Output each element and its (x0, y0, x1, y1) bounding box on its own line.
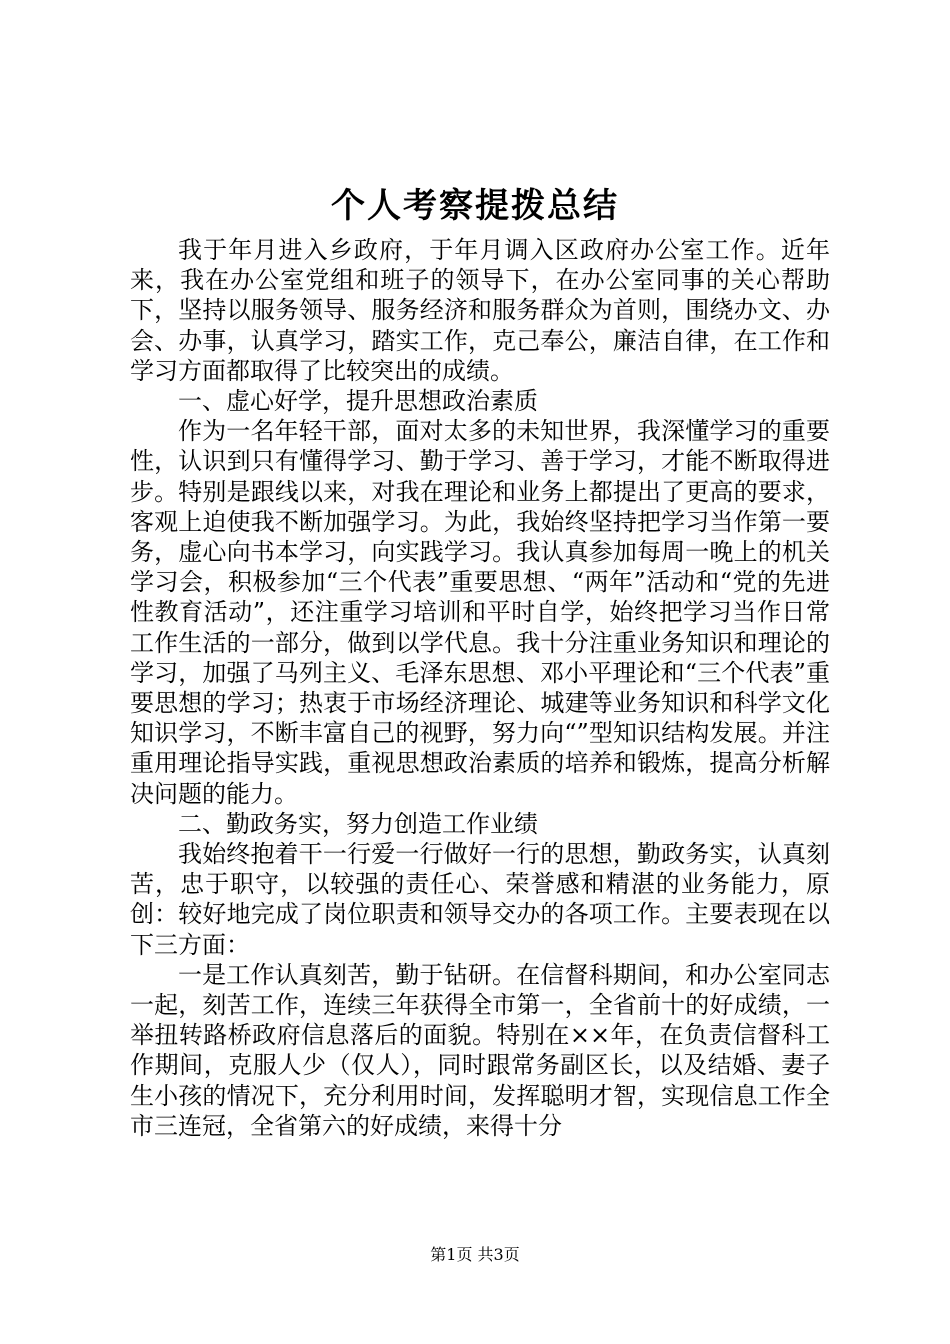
paragraph-intro: 我于年月进入乡政府，于年月调入区政府办公室工作。近年来，我在办公室党组和班子的领导下，在办公室同事的关心帮助下，坚持以服务领导、服务经济和服务群众为首则，围绕办文、办会、办事，认真学习，踏实工作，克己奉公，廉洁自律，在工作和学习方面都取得了比较突出的成绩。 (130, 236, 830, 385)
section-heading-1: 一、虚心好学，提升思想政治素质 (178, 387, 538, 416)
paragraph-point-one: 一是工作认真刻苦，勤于钻研。在信督科期间，和办公室同志一起，刻苦工作，连续三年获得全市第一，全省前十的好成绩，一举扭转路桥政府信息落后的面貌。特别在××年，在负责信督科工作期间，克服人少（仅人），同时跟常务副区长，以及结婚、妻子生小孩的情况下，充分利用时间，发挥聪明才智，实现信息工作全市三连冠，全省第六的好成绩，来得十分 (130, 960, 830, 1140)
document-body (130, 235, 830, 1141)
paragraph-work: 我始终抱着干一行爱一行做好一行的思想，勤政务实，认真刻苦，忠于职守，以较强的责任心、荣誉感和精湛的业务能力，原创：较好地完成了岗位职责和领导交办的各项工作。主要表现在以下三方面： (130, 840, 830, 959)
section-heading-2: 二、勤政务实，努力创造工作业绩 (178, 809, 538, 838)
document-title: 个人考察提拨总结 (331, 186, 619, 226)
paragraph-study: 作为一名年轻干部，面对太多的未知世界，我深懂学习的重要性，认识到只有懂得学习、勤于学习、善于学习，才能不断取得进步。特别是跟线以来，对我在理论和业务上都提出了更高的要求，客观上迫使我不断加强学习。为此，我始终坚持把学习当作第一要务，虚心向书本学习，向实践学习。我认真参加每周一晚上的机关学习会，积极参加“三个代表”重要思想、“两年”活动和“党的先进性教育活动”，还注重学习培训和平时自学，始终把学习当作日常工作生活的一部分，做到以学代息。我十分注重业务知识和理论的学习，加强了马列主义、毛泽东思想、邓小平理论和“三个代表”重要思想的学习；热衷于市场经济理论、城建等业务知识和科学文化知识学习，不断丰富自己的视野，努力向“”型知识结构发展。并注重用理论指导实践，重视思想政治素质的培养和锻炼，提高分析解决问题的能力。 (130, 417, 830, 808)
page-footer: 第1页 共3页 (430, 1245, 520, 1264)
